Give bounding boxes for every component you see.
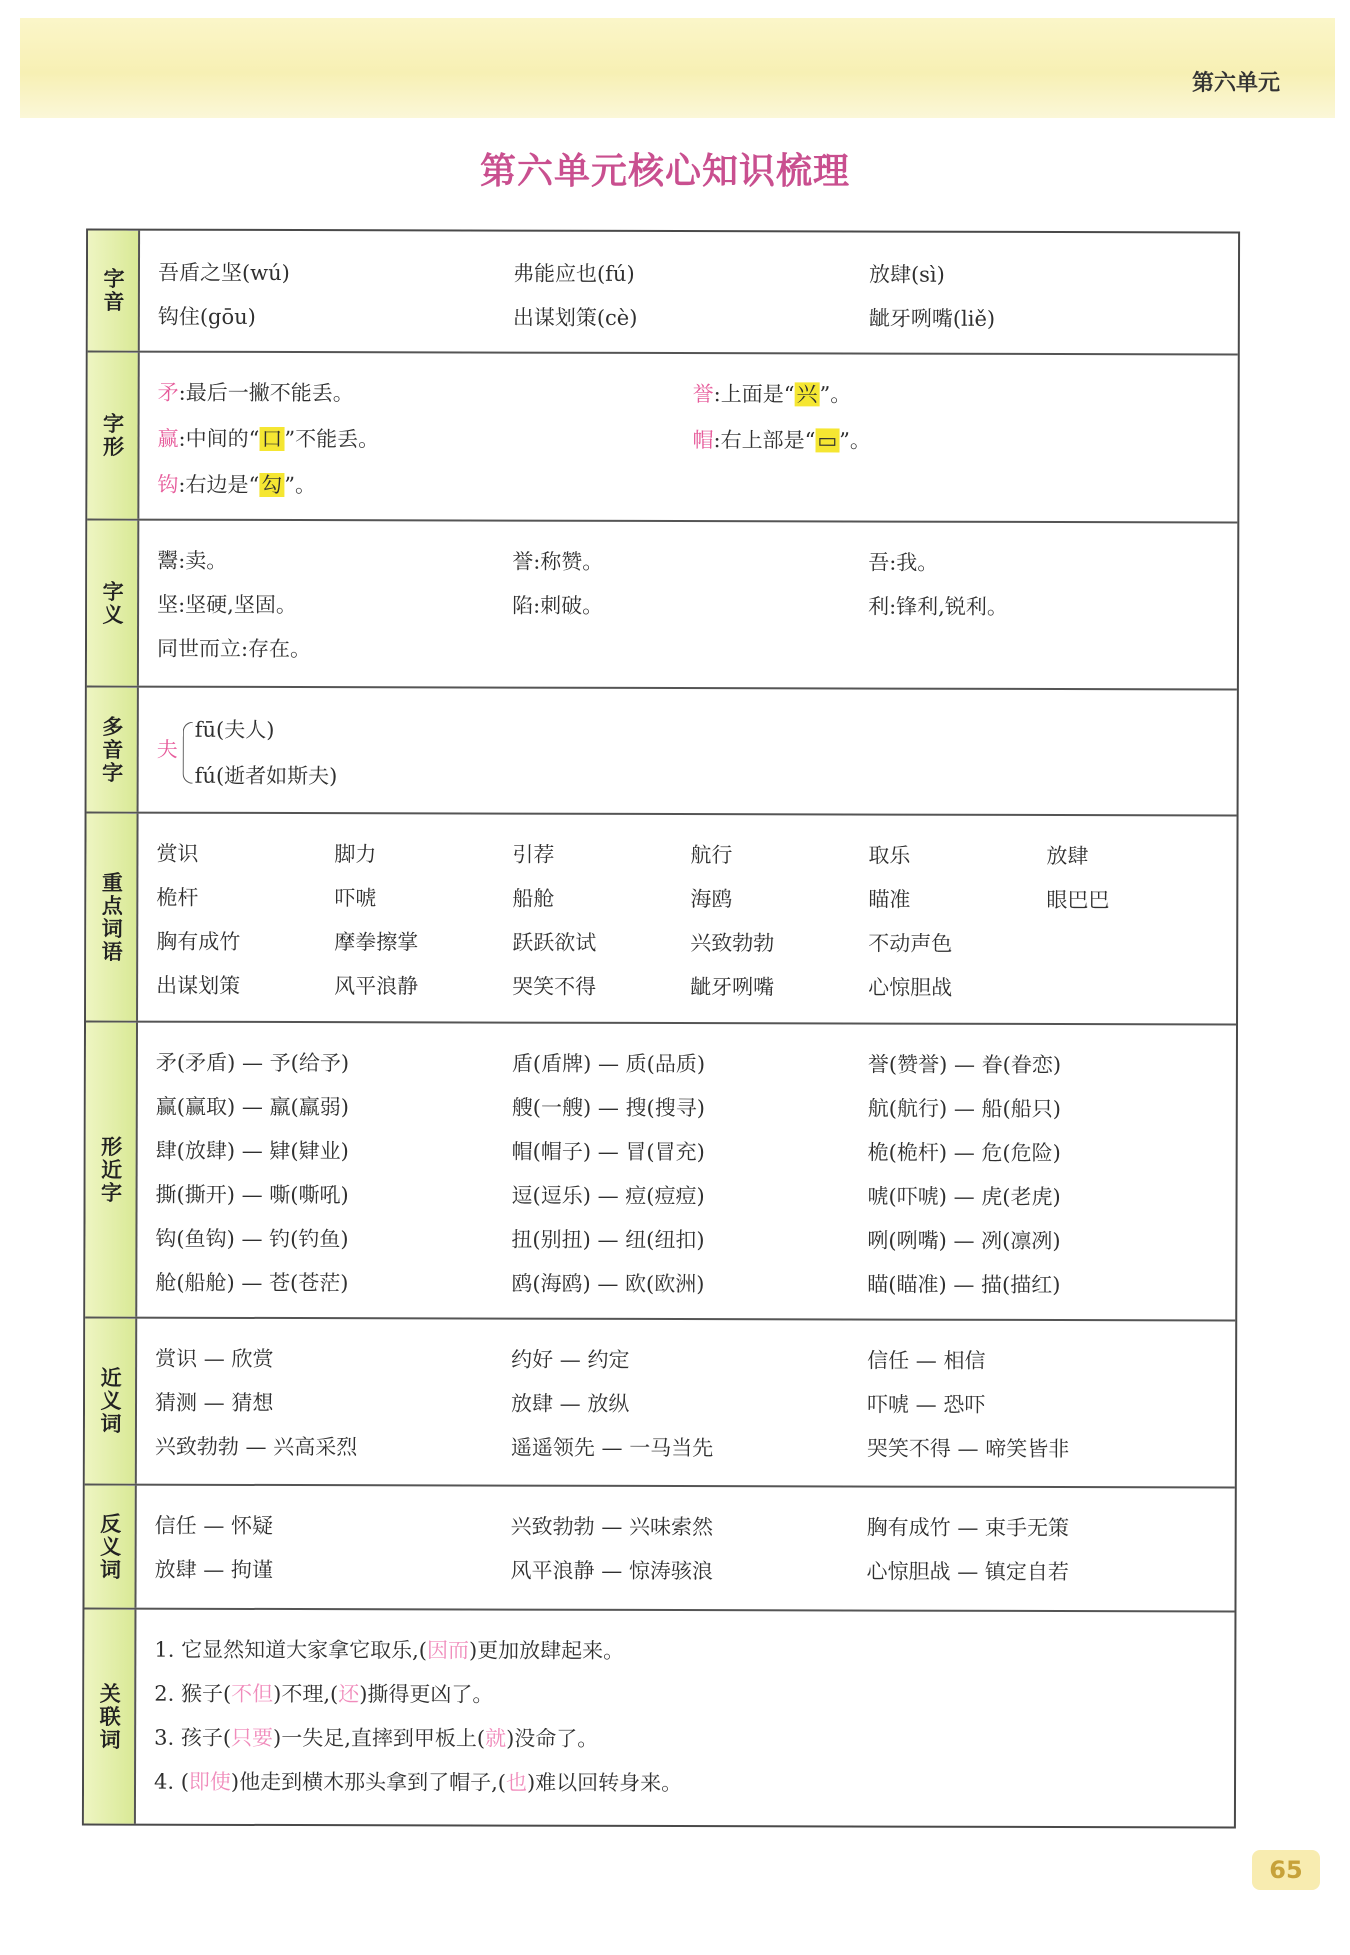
key-word: 引荐 [512, 842, 555, 867]
antonym-pair: 兴致勃勃 — 兴味索然 [510, 1514, 714, 1540]
form-note: 赢:中间的“口”不能丢。 [157, 426, 380, 452]
row-meaning [87, 520, 1237, 690]
row-label: 字形 [87, 352, 139, 518]
key-word: 瞄准 [868, 887, 911, 912]
word: 弗能应也(fú) [512, 261, 635, 286]
row-label: 形近字 [85, 1022, 138, 1316]
synonym-pair: 遥遥领先 — 一马当先 [510, 1435, 714, 1461]
form-note: 誉:上面是“兴”。 [692, 382, 852, 407]
key-word: 放肆 [1046, 844, 1089, 869]
key-word: 脚力 [334, 842, 377, 867]
unit-label: 第六单元 [1191, 71, 1280, 96]
meaning-item: 誉:称赞。 [512, 549, 604, 574]
antonym-pair: 心惊胆战 — 镇定自若 [866, 1559, 1069, 1585]
antonym-pair: 胸有成竹 — 束手无策 [866, 1515, 1070, 1541]
row-pronunciation [88, 230, 1238, 355]
row-synonyms [85, 1318, 1235, 1488]
similar-char-pair: 钩(鱼钩) — 钓(钓鱼) [155, 1226, 349, 1252]
antonym-pair: 信任 — 怀疑 [154, 1513, 274, 1538]
similar-char-pair: 桅(桅杆) — 危(危险) [867, 1140, 1061, 1166]
connective-sentence: 1. 它显然知道大家拿它取乐,(因而)更加放肆起来。 [154, 1637, 625, 1663]
key-word: 跃跃欲试 [512, 930, 597, 955]
key-word: 吓唬 [334, 886, 377, 911]
row-label: 重点词语 [86, 813, 139, 1020]
row-similar-chars [85, 1022, 1236, 1321]
word: 放肆(sì) [868, 262, 945, 287]
connective-sentence: 3. 孩子(只要)一失足,直摔到甲板上(就)没命了。 [154, 1725, 599, 1751]
connective-sentence: 4. (即使)他走到横木那头拿到了帽子,(也)难以回转身来。 [153, 1769, 683, 1796]
row-label: 字义 [87, 520, 139, 685]
similar-char-pair: 艘(一艘) — 搜(搜寻) [511, 1095, 705, 1121]
synonym-pair: 猜测 — 猜想 [154, 1390, 274, 1415]
row-connectives [84, 1609, 1235, 1826]
meaning-item: 同世而立:存在。 [156, 636, 312, 662]
synonym-pair: 哭笑不得 — 啼笑皆非 [866, 1436, 1070, 1462]
similar-char-pair: 唬(吓唬) — 虎(老虎) [867, 1184, 1061, 1210]
row-label: 字音 [88, 230, 140, 350]
synonym-pair: 约好 — 约定 [511, 1347, 630, 1372]
key-word: 摩拳擦掌 [334, 930, 419, 955]
key-word: 桅杆 [156, 885, 199, 910]
word: 出谋划策(cè) [512, 305, 638, 330]
meaning-item: 鬻:卖。 [157, 548, 228, 573]
key-word: 取乐 [868, 843, 911, 868]
word: 吾盾之坚(wú) [157, 260, 290, 286]
knowledge-table [82, 228, 1240, 1828]
key-word: 不动声色 [868, 931, 953, 956]
key-word: 胸有成竹 [156, 929, 241, 954]
meaning-item: 坚:坚硬,坚固。 [157, 592, 297, 618]
connective-sentence: 2. 猴子(不但)不理,(还)撕得更凶了。 [154, 1681, 494, 1707]
synonym-pair: 信任 — 相信 [867, 1348, 986, 1373]
antonym-pair: 风平浪静 — 惊涛骇浪 [510, 1558, 713, 1584]
page-number: 65 [1252, 1850, 1320, 1890]
synonym-pair: 赏识 — 欣赏 [155, 1346, 274, 1371]
page-title: 第六单元核心知识梳理 [479, 151, 850, 192]
form-note: 帽:右上部是“▭”。 [692, 428, 871, 453]
key-word: 风平浪静 [334, 974, 419, 999]
row-label: 反义词 [84, 1485, 136, 1607]
similar-char-pair: 誉(赞誉) — 眷(眷恋) [867, 1052, 1062, 1078]
word: 龇牙咧嘴(liě) [868, 306, 996, 331]
synonym-pair: 吓唬 — 恐吓 [866, 1392, 986, 1417]
meaning-item: 吾:我。 [868, 550, 939, 575]
polyphone-char: 夫 [156, 737, 178, 762]
similar-char-pair: 航(航行) — 船(船只) [867, 1096, 1061, 1122]
key-word: 海鸥 [690, 887, 733, 912]
row-key-words [86, 813, 1237, 1025]
similar-char-pair: 撕(撕开) — 嘶(嘶吼) [155, 1182, 349, 1208]
similar-char-pair: 舱(船舱) — 苍(苍茫) [155, 1270, 349, 1296]
synonym-pair: 兴致勃勃 — 兴高采烈 [154, 1434, 358, 1460]
word: 钩住(gōu) [157, 304, 256, 329]
row-antonyms [84, 1485, 1234, 1612]
similar-char-pair: 矛(矛盾) — 予(给予) [155, 1050, 350, 1076]
similar-char-pair: 逗(逗乐) — 痘(痘痘) [511, 1183, 705, 1209]
antonym-pair: 放肆 — 拘谨 [154, 1557, 273, 1582]
row-form [87, 352, 1237, 523]
key-word: 龇牙咧嘴 [690, 975, 775, 1000]
key-word: 出谋划策 [156, 973, 241, 998]
row-label: 近义词 [85, 1318, 137, 1483]
similar-char-pair: 肆(放肆) — 肄(肄业) [155, 1138, 349, 1164]
key-word: 哭笑不得 [512, 974, 597, 999]
header-band [20, 18, 1335, 118]
reading: fū(夫人) [194, 717, 275, 742]
similar-char-pair: 鸥(海鸥) — 欧(欧洲) [511, 1271, 705, 1297]
similar-char-pair: 帽(帽子) — 冒(冒充) [511, 1139, 705, 1165]
key-word: 兴致勃勃 [690, 931, 775, 956]
brace [183, 722, 193, 784]
similar-char-pair: 盾(盾牌) — 质(品质) [511, 1051, 706, 1077]
key-word: 航行 [690, 843, 733, 868]
key-word: 赏识 [156, 841, 199, 866]
similar-char-pair: 瞄(瞄准) — 描(描红) [867, 1272, 1061, 1298]
similar-char-pair: 扭(别扭) — 纽(纽扣) [511, 1227, 705, 1253]
meaning-item: 利:锋利,锐利。 [868, 594, 1008, 619]
form-note: 矛:最后一撇不能丢。 [157, 380, 354, 406]
row-label: 多音字 [87, 687, 139, 811]
synonym-pair: 放肆 — 放纵 [510, 1391, 630, 1416]
row-label: 关联词 [84, 1609, 137, 1823]
meaning-item: 陷:刺破。 [512, 593, 604, 618]
similar-char-pair: 赢(赢取) — 羸(羸弱) [155, 1094, 349, 1120]
row-polyphone [87, 687, 1237, 816]
reading: fú(逝者如斯夫) [194, 763, 338, 789]
similar-char-pair: 咧(咧嘴) — 冽(凛冽) [867, 1228, 1061, 1254]
key-word: 心惊胆战 [868, 975, 953, 1000]
form-note: 钩:右边是“勾”。 [157, 472, 317, 498]
key-word: 眼巴巴 [1046, 888, 1110, 913]
key-word: 船舱 [512, 886, 555, 911]
